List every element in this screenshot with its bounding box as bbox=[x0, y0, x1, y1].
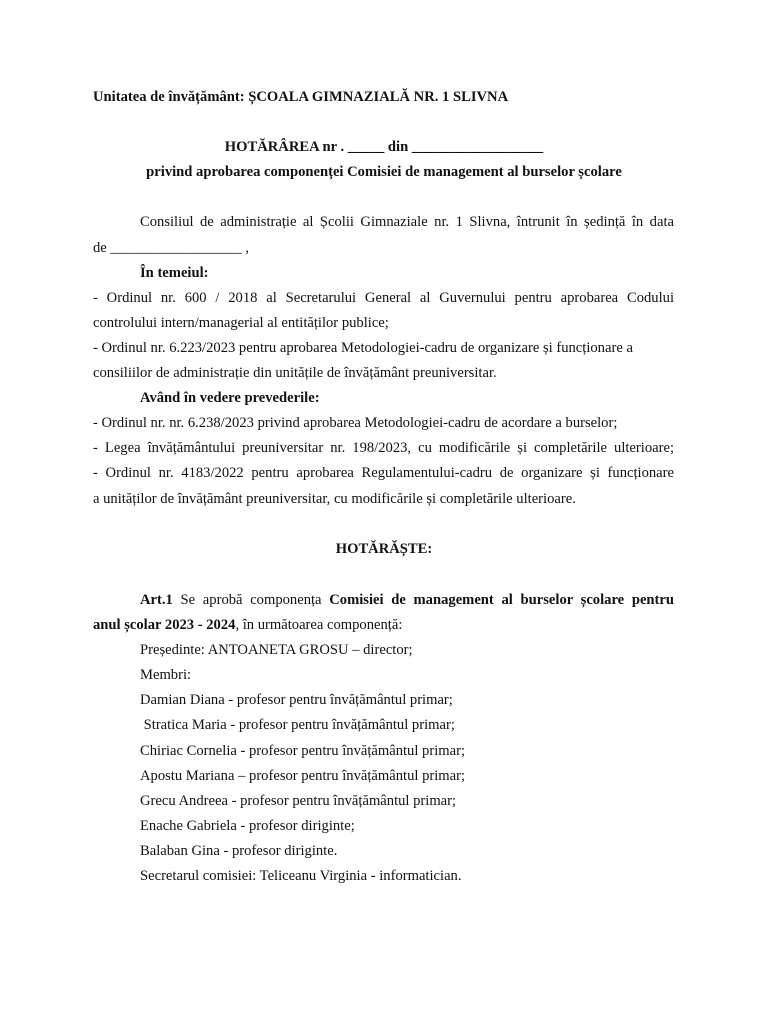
legal-basis-heading: În temeiul: bbox=[140, 265, 209, 281]
committee-member: Chiriac Cornelia - profesor pentru învățământul primar; bbox=[140, 743, 466, 759]
provisions-item-2: - Legea învățământului preuniversitar nr. 198/2023, cu modificările și completările ulterioare; bbox=[93, 440, 674, 456]
committee-member: Stratica Maria - profesor pentru învățământul primar; bbox=[140, 717, 455, 733]
committee-member: Grecu Andreea - profesor pentru învățământul primar; bbox=[140, 793, 457, 809]
provisions-item-3-line-2: a unităților de învățământ preuniversitar, cu modificările și completările ulterioare. bbox=[93, 491, 576, 507]
article-1-intro-text: Se aprobă componența bbox=[172, 592, 330, 608]
committee-member: Enache Gabriela - profesor diriginte; bbox=[140, 818, 355, 834]
intro-line-1: Consiliul de administrație al Școlii Gimnaziale nr. 1 Slivna, întrunit în ședință în data bbox=[140, 214, 674, 230]
legal-basis-item-2-line-1: - Ordinul nr. 6.223/2023 pentru aprobarea Metodologiei-cadru de organizare și funcționare a bbox=[93, 340, 633, 356]
provisions-item-3-line-1: - Ordinul nr. 4183/2022 pentru aprobarea Regulamentului-cadru de organizare și funcționare bbox=[93, 465, 674, 481]
intro-line-2: de __________________ , bbox=[93, 240, 250, 256]
decision-title: HOTĂRÂREA nr . _____ din __________________ bbox=[224, 139, 544, 155]
article-1-committee-name: Comisiei de management al burselor școlare pentru bbox=[329, 592, 674, 608]
article-1-label: Art.1 bbox=[140, 592, 173, 608]
provisions-item-1: - Ordinul nr. nr. 6.238/2023 privind aprobarea Metodologiei-cadru de acordare a burselor; bbox=[93, 415, 618, 431]
committee-secretary: Secretarul comisiei: Teliceanu Virginia - informatician. bbox=[140, 868, 462, 884]
school-unit-header: Unitatea de învățământ: ȘCOALA GIMNAZIALĂ NR. 1 SLIVNA bbox=[93, 89, 509, 105]
legal-basis-item-2-line-2: consiliilor de administrație din unitățile de învățământ preuniversitar. bbox=[93, 365, 497, 381]
decision-subject: privind aprobarea componenței Comisiei de management al burselor școlare bbox=[146, 164, 622, 180]
committee-member: Apostu Mariana – profesor pentru învățământul primar; bbox=[140, 768, 466, 784]
committee-president: Președinte: ANTOANETA GROSU – director; bbox=[140, 642, 413, 658]
provisions-heading: Având în vedere prevederile: bbox=[140, 390, 320, 406]
decides-heading: HOTĂRĂȘTE: bbox=[335, 541, 433, 557]
legal-basis-item-1-line-1: - Ordinul nr. 600 / 2018 al Secretarului General al Guvernului pentru aprobarea Codului bbox=[93, 290, 674, 306]
committee-member: Balaban Gina - profesor diriginte. bbox=[140, 843, 338, 859]
committee-members-label: Membri: bbox=[140, 667, 192, 683]
article-1-line-2-rest: , în următoarea componență: bbox=[235, 617, 403, 633]
article-1-line-1 bbox=[140, 591, 674, 609]
legal-basis-item-1-line-2: controlului intern/managerial al entităților publice; bbox=[93, 315, 389, 331]
article-1-line-2 bbox=[93, 616, 402, 634]
committee-member: Damian Diana - profesor pentru învățământul primar; bbox=[140, 692, 453, 708]
article-1-school-year: anul școlar 2023 - 2024 bbox=[93, 617, 236, 633]
